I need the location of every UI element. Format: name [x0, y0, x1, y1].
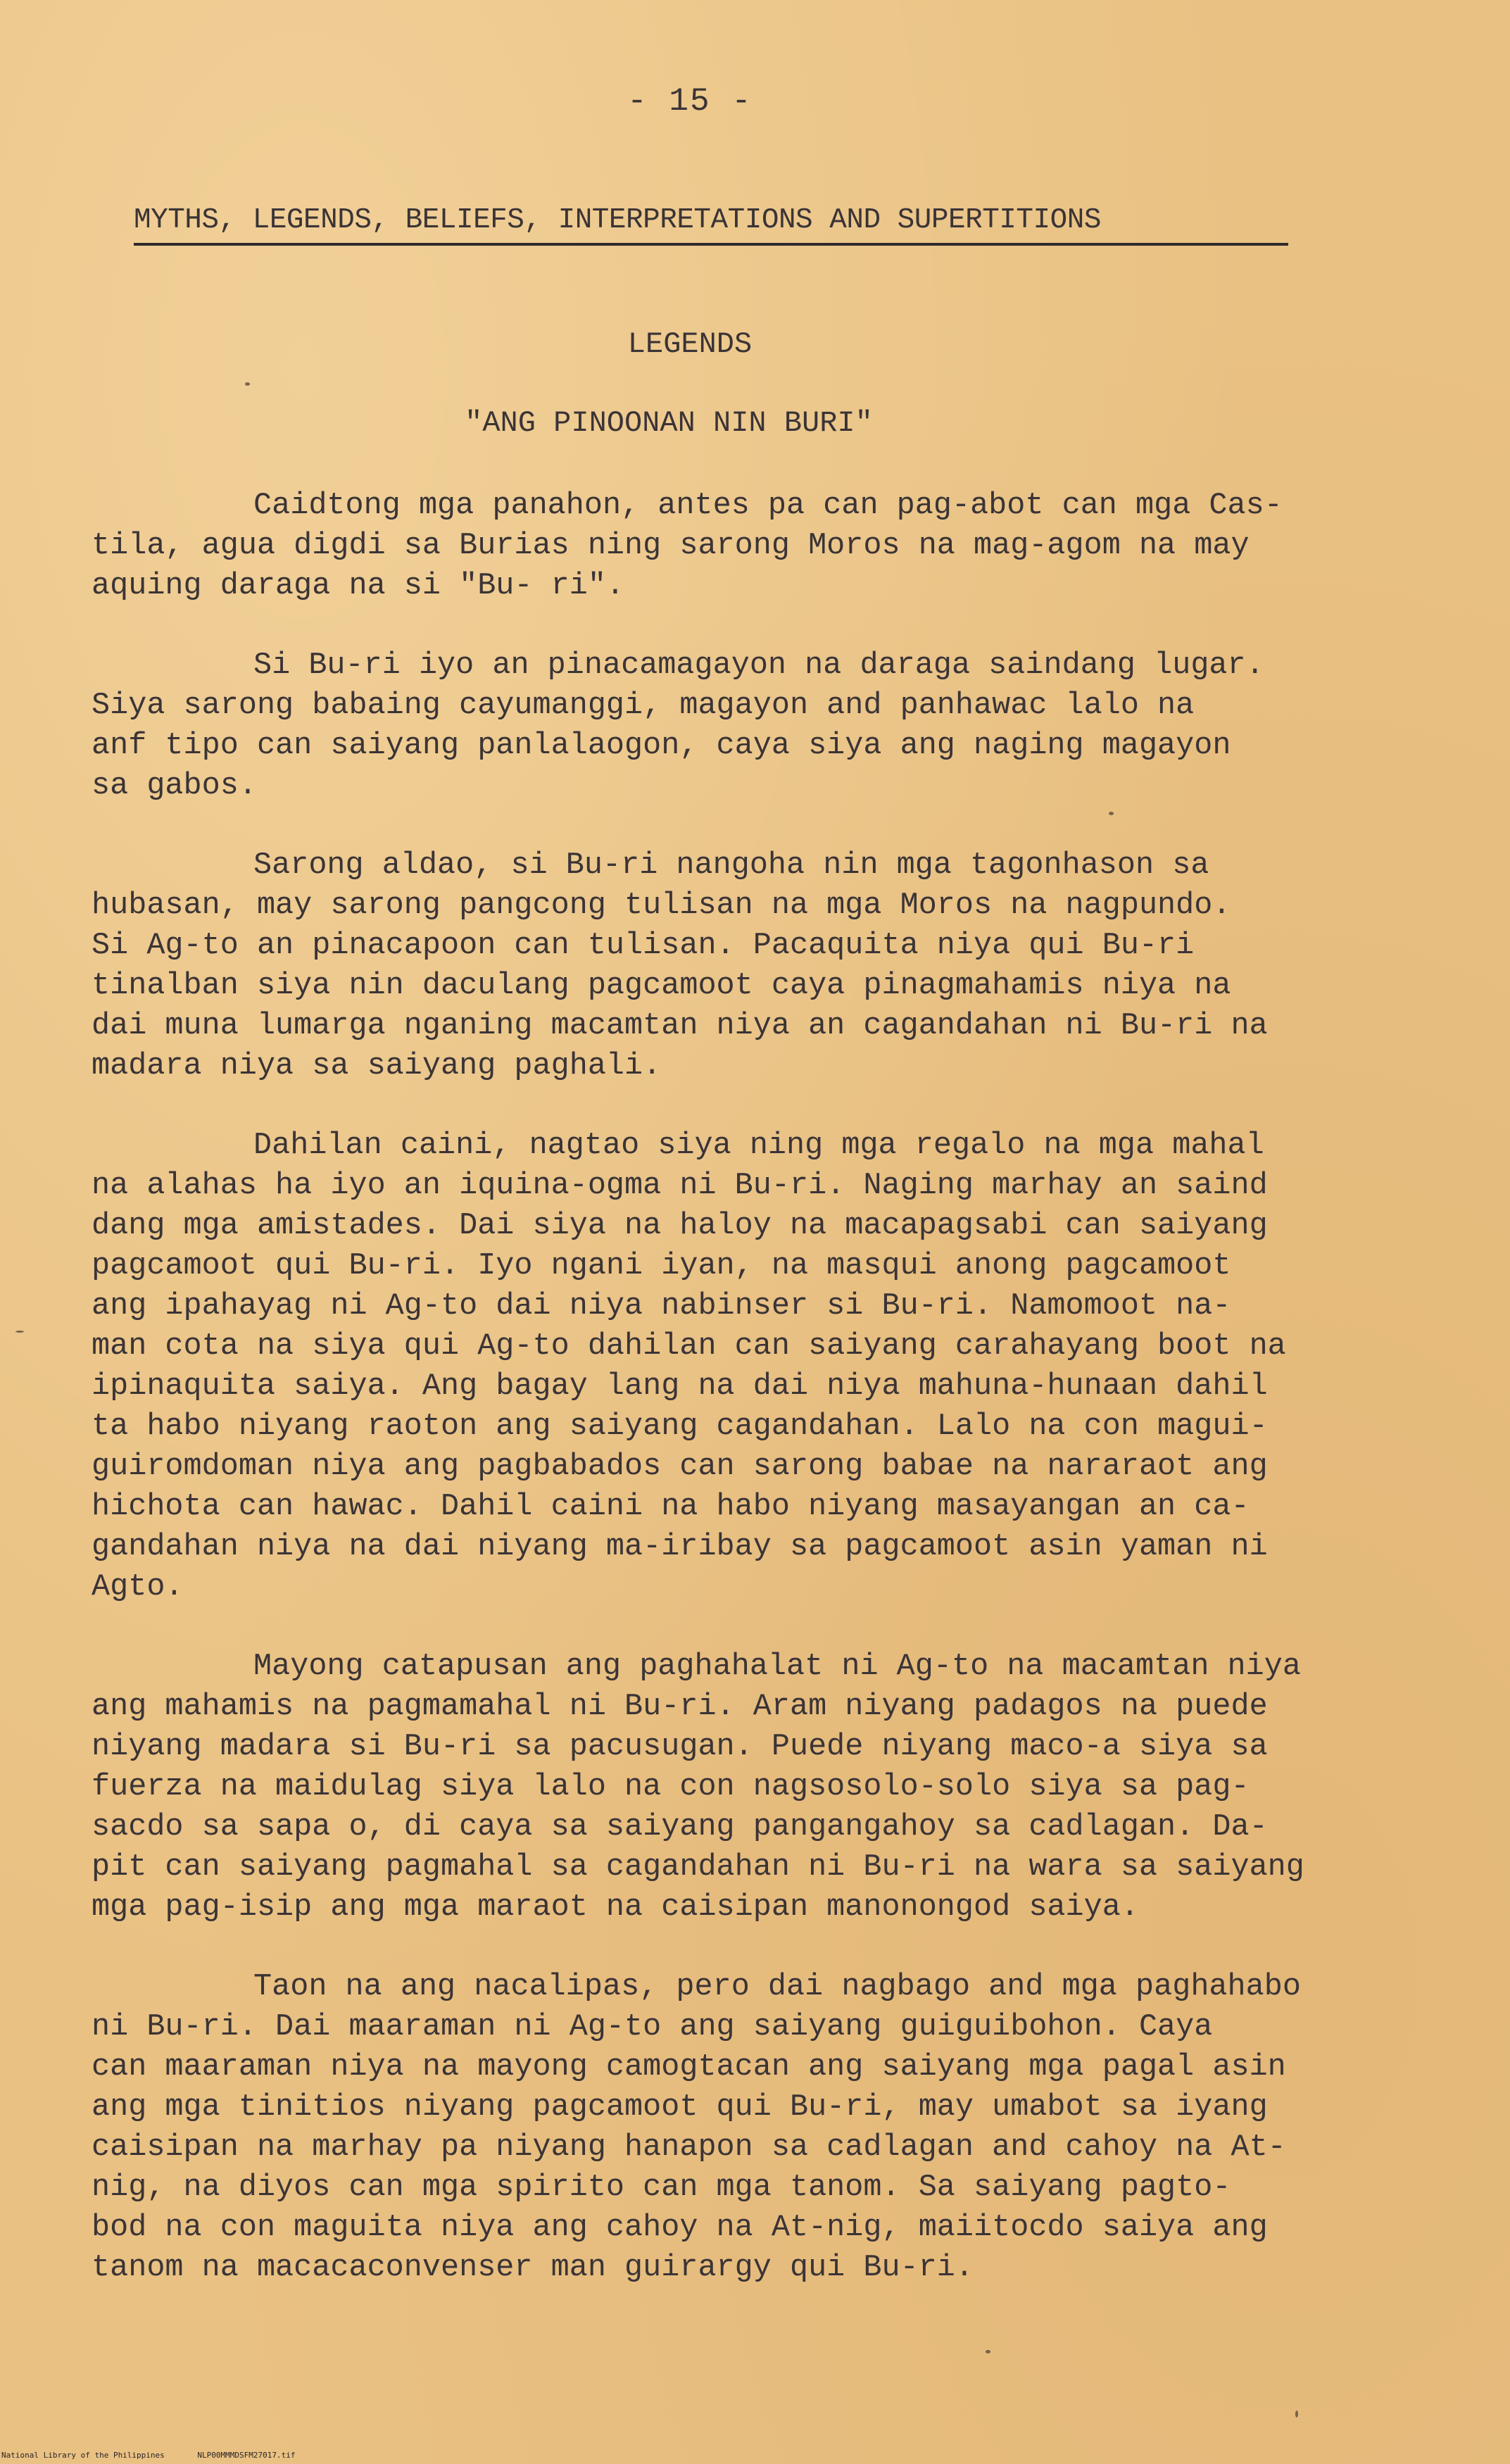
text-line: Agto. — [92, 1570, 184, 1604]
text-line: man cota na siya qui Ag-to dahilan can saiyang carahayang boot na — [92, 1329, 1286, 1364]
ink-speck — [245, 382, 250, 386]
page-number: - 15 - — [627, 83, 753, 120]
text-line: gandahan niya na dai niyang ma-iribay sa pagcamoot asin yaman ni — [92, 1530, 1268, 1564]
text-line: ni Bu-ri. Dai maaraman ni Ag-to ang saiyang guiguibohon. Caya — [92, 2010, 1213, 2044]
text-line: nig, na diyos can mga spirito can mga tanom. Sa saiyang pagto- — [92, 2170, 1231, 2205]
paragraph-6 — [92, 1967, 1429, 2288]
paragraph-5 — [92, 1647, 1429, 1928]
text-line: dai muna lumarga nganing macamtan niya an cagandahan ni Bu-ri na — [92, 1009, 1268, 1043]
text-line: ang ipahayag ni Ag-to dai niya nabinser si Bu-ri. Namomoot na- — [92, 1289, 1231, 1324]
text-line: can maaraman niya na mayong camogtacan ang saiyang mga pagal asin — [92, 2050, 1286, 2085]
section-heading: LEGENDS — [627, 327, 753, 361]
text-line: Mayong catapusan ang paghahalat ni Ag-to na macamtan niya — [253, 1649, 1301, 1684]
paragraph-2 — [92, 646, 1429, 806]
story-title: "ANG PINOONAN NIN BURI" — [465, 406, 873, 440]
text-line: tanom na macacaconvenser man guirargy qui Bu-ri. — [92, 2251, 974, 2285]
main-heading: MYTHS, LEGENDS, BELIEFS, INTERPRETATIONS AND SUPERTITIONS — [134, 204, 1101, 237]
library-name: National Library of the Philippines — [1, 2451, 165, 2460]
text-line: hichota can hawac. Dahil caini na habo niyang masayangan an ca- — [92, 1490, 1250, 1524]
paragraph-1 — [92, 486, 1429, 606]
text-line: guiromdoman niya ang pagbabados can sarong babae na nararaot ang — [92, 1450, 1268, 1484]
paragraph-3 — [92, 846, 1429, 1086]
text-line: ang mga tinitios niyang pagcamoot qui Bu-ri, may umabot sa iyang — [92, 2090, 1268, 2125]
text-line: Dahilan caini, nagtao siya ning mga regalo na mga mahal — [253, 1129, 1264, 1163]
text-line: Taon na ang nacalipas, pero dai nagbago and mga paghahabo — [253, 1970, 1301, 2004]
text-line: caisipan na marhay pa niyang hanapon sa cadlagan and cahoy na At- — [92, 2130, 1286, 2165]
text-line: Si Bu-ri iyo an pinacamagayon na daraga saindang lugar. — [253, 648, 1264, 683]
ink-speck — [15, 1331, 24, 1333]
text-line: pagcamoot qui Bu-ri. Iyo ngani iyan, na masqui anong pagcamoot — [92, 1249, 1231, 1283]
text-line: sa gabos. — [92, 769, 257, 803]
text-line: dang mga amistades. Dai siya na haloy na macapagsabi can saiyang — [92, 1209, 1268, 1243]
body-text — [92, 486, 1429, 2327]
text-line: pit can saiyang pagmahal sa cagandahan ni Bu-ri na wara sa saiyang — [92, 1850, 1304, 1885]
text-line: madara niya sa saiyang paghali. — [92, 1049, 662, 1083]
text-line: niyang madara si Bu-ri sa pacusugan. Puede niyang maco-a siya sa — [92, 1730, 1268, 1764]
text-line: tila, agua digdi sa Burias ning sarong Moros na mag-agom na may — [92, 529, 1250, 563]
paragraph-4 — [92, 1126, 1429, 1607]
text-line: fuerza na maidulag siya lalo na con nagsosolo-solo siya sa pag- — [92, 1770, 1250, 1804]
file-id: NLP00MMMDSFM27017.tif — [197, 2451, 296, 2460]
text-line: anf tipo can saiyang panlalaogon, caya siya ang naging magayon — [92, 729, 1231, 763]
text-line: Siya sarong babaing cayumanggi, magayon and panhawac lalo na — [92, 689, 1195, 723]
text-line: sacdo sa sapa o, di caya sa saiyang pangangahoy sa cadlagan. Da- — [92, 1810, 1268, 1844]
ink-speck — [1295, 2410, 1298, 2418]
text-line: tinalban siya nin daculang pagcamoot caya pinagmahamis niya na — [92, 969, 1231, 1003]
text-line: bod na con maguita niya ang cahoy na At-nig, maiitocdo saiya ang — [92, 2211, 1268, 2245]
heading-underline — [134, 243, 1288, 246]
text-line: ang mahamis na pagmamahal ni Bu-ri. Aram niyang padagos na puede — [92, 1690, 1268, 1724]
text-line: ipinaquita saiya. Ang bagay lang na dai niya mahuna-hunaan dahil — [92, 1369, 1268, 1404]
text-line: mga pag-isip ang mga maraot na caisipan manonongod saiya. — [92, 1890, 1139, 1925]
ink-speck — [1109, 812, 1114, 815]
text-line: na alahas ha iyo an iquina-ogma ni Bu-ri. Naging marhay an saind — [92, 1169, 1268, 1203]
text-line: Si Ag-to an pinacapoon can tulisan. Pacaquita niya qui Bu-ri — [92, 929, 1195, 963]
text-line: Sarong aldao, si Bu-ri nangoha nin mga tagonhason sa — [253, 848, 1209, 883]
text-line: hubasan, may sarong pangcong tulisan na mga Moros na nagpundo. — [92, 888, 1231, 923]
text-line: ta habo niyang raoton ang saiyang cagandahan. Lalo na con magui- — [92, 1409, 1268, 1444]
text-line: Caidtong mga panahon, antes pa can pag-abot can mga Cas- — [253, 489, 1283, 523]
text-line: aquing daraga na si "Bu- ri". — [92, 569, 625, 603]
ink-speck — [986, 2350, 990, 2353]
archive-footer — [1, 2451, 494, 2460]
